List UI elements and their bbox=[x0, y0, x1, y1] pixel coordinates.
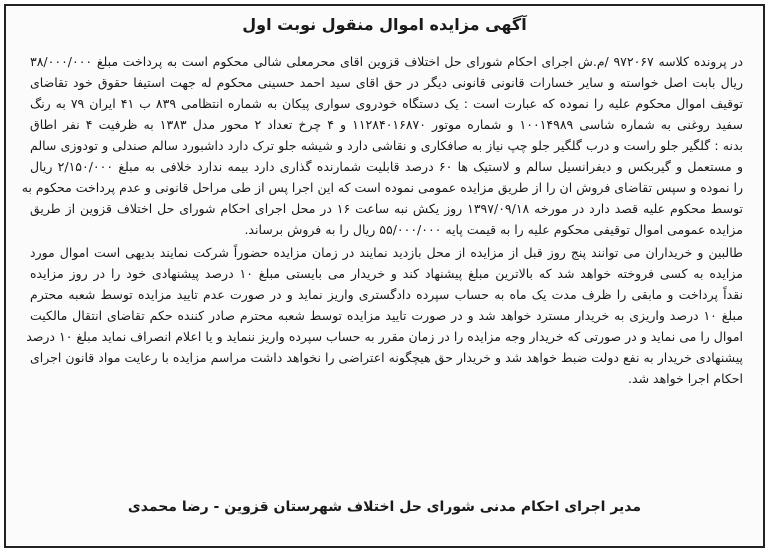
paragraph-2-line-6: پیشنهادی خریدار به نفع دولت ضبط خواهد شد و خریدار حق هیچگونه اعتراضی را نخواهد داشت مراسم مزایده با رعایت مواد قانون اجرای bbox=[30, 350, 743, 365]
notice-title: آگهی مزایده اموال منقول نوبت اول bbox=[242, 15, 527, 34]
paragraph-2-line-3: نقداً پرداخت و مابقی را ظرف مدت یک ماه به حساب سپرده دادگستری واریز نماید و در صورت عدم تایید مزایده توسط شعبه محترم bbox=[30, 287, 743, 302]
notice-signature: مدیر اجرای احکام مدنی شورای حل اختلاف شهرستان قزوین - رضا محمدی bbox=[127, 499, 642, 515]
paragraph-2-line-5: اموال را می نماید و در صورتی که خریدار وجه مزایده را در زمان مقرر به حساب سپرده واریز ننماید و یا اعلام انصراف نماید مبلغ ۱۰ درصد bbox=[26, 329, 743, 344]
paragraph-2-line-1: طالبین و خریداران می توانند پنج روز قبل از مزایده از محل بازدید نمایند در زمان مزایده حضوراً شرکت نمایند بدیهی است اموال مورد bbox=[30, 245, 743, 260]
paragraph-1-line-7: را نموده و سپس تقاضای فروش ان را از طریق مزایده عمومی نموده است که این اجرا پس از طی مراحل قانونی و عدم پرداخت محکوم به bbox=[21, 180, 743, 195]
paragraph-2-line-7: احکام اجرا خواهد شد. bbox=[628, 371, 743, 386]
paragraph-1-line-4: سفید روغنی به شماره شاسی ۱۰۰۱۴۹۸۹ و شماره موتور ۱۱۲۸۴۰۱۶۸۷۰ و ۴ چرخ تعداد ۲ محور مدل ۱۳۸۳ به ظرفیت ۴ نفر اطاق bbox=[30, 117, 744, 132]
paragraph-1-line-1: در پرونده کلاسه ۹۷۲۰۶۷ /م.ش اجرای احکام شورای حل اختلاف قزوین اقای محرمعلی شالی محکوم است به پرداخت مبلغ ۳۸/۰۰۰/۰۰۰ bbox=[30, 54, 744, 69]
paragraph-2-line-4: مبلغ ۱۰ درصد واریزی به خریدار مسترد خواهد شد و در صورت تایید مزایده توسط شعبه محترم صادر کننده حکم تقاضای انتقال مالکیت bbox=[30, 308, 744, 323]
paragraph-1-line-3: توقیف اموال محکوم علیه را نموده که عبارت است : یک دستگاه خودروی سواری پیکان به شماره انتظامی ۸۳۹ ب ۴۱ ایران ۷۹ به رنگ bbox=[30, 96, 744, 111]
notice-frame bbox=[4, 4, 765, 548]
paragraph-1-line-8: توسط محکوم علیه قصد دارد در مورخه ۱۳۹۷/۰۹/۱۸ روز یکش نبه ساعت ۱۶ در محل اجرای احکام شورای حل اختلاف قزوین از طریق bbox=[30, 201, 744, 216]
paragraph-1-line-5: بدنه : گلگیر جلو راست و درب گلگیر جلو چپ نیاز به صافکاری و نقاشی دارد و شیشه جلو ترک دارد داشبورد سالم صندلی و تودوزی سالم bbox=[30, 138, 743, 153]
paragraph-1-line-6: و مستعمل و گیربکس و دیفرانسیل سالم و لاستیک ها ۶۰ درصد قابلیت شمارنده گذاری دارد بیمه ندارد خلافی به مبلغ ۲/۱۵۰/۰۰۰ ریال bbox=[30, 159, 743, 174]
paragraph-2-line-2: مزایده به کسی فروخته خواهد شد که بالاترین مبلغ پیشنهاد کند و خریدار می بایستی مبلغ ۱۰ درصد پیشنهادی خود را در روز مزایده bbox=[30, 266, 743, 281]
paragraph-1-line-2: ریال بابت اصل خواسته و سایر خسارات قانونی قانونی دیگر در حق اقای سید احمد حسینی محکوم له جهت استیفا حقوق خود تقاضای bbox=[30, 75, 743, 90]
paragraph-1-line-9: مزایده عمومی اموال توقیفی محکوم علیه را به قیمت پایه ۵۵/۰۰۰/۰۰۰ ریال را به فروش برساند. bbox=[244, 222, 743, 237]
